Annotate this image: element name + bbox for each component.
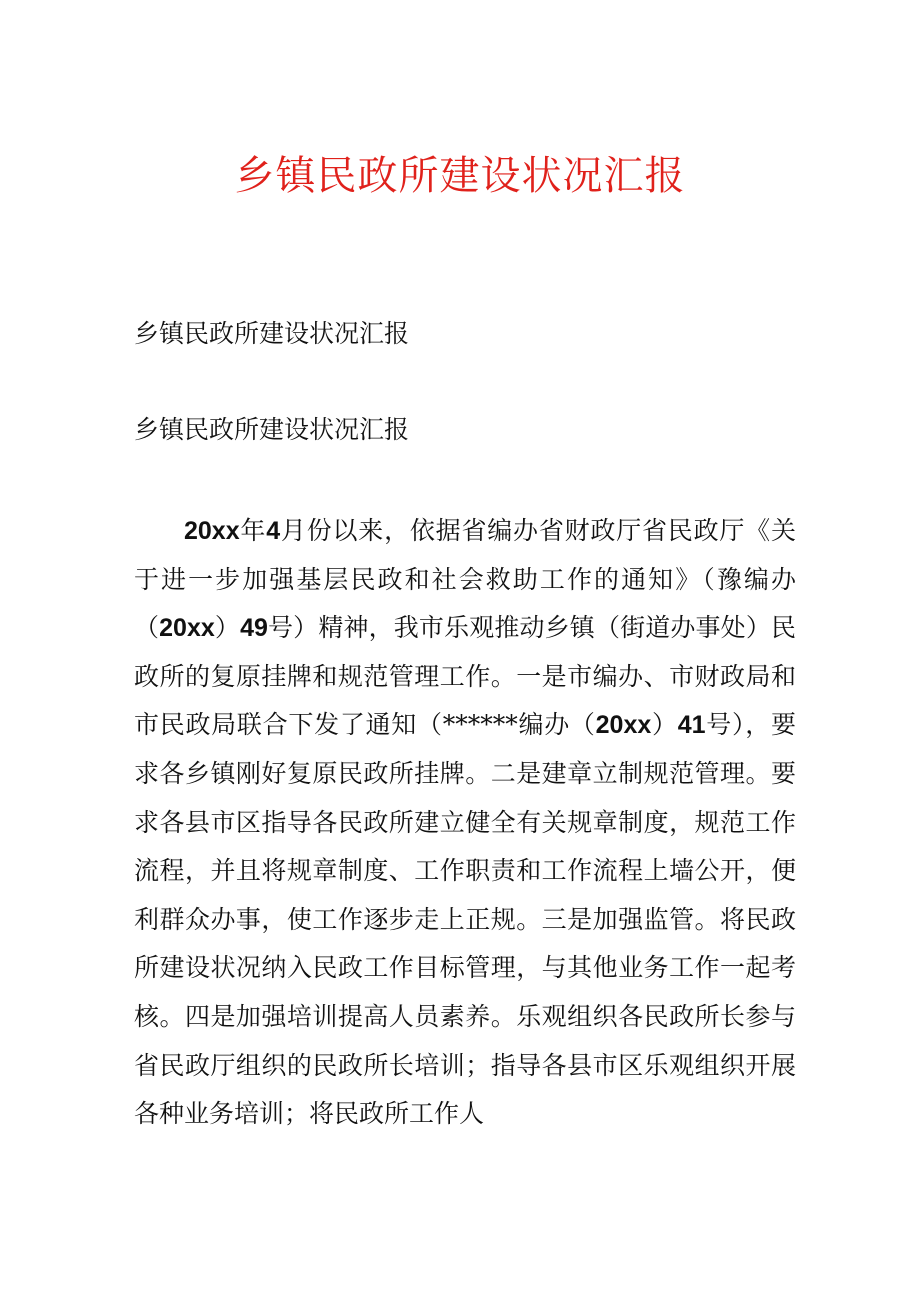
bold-number: 4	[266, 517, 281, 545]
bold-number: 41	[677, 711, 706, 740]
body-paragraph	[134, 507, 796, 1139]
subheading: 乡镇民政所建设状况汇报	[134, 319, 410, 348]
bold-number: 20xx	[595, 711, 652, 740]
subheading: 乡镇民政所建设状况汇报	[134, 415, 410, 444]
body-text-segment: 号），要求各乡镇刚好复原民政所挂牌。二是建章立制规范管理。要求各县市区指导各民政所建立健全有关规章制度，规范工作流程，并且将规章制度、工作职责和工作流程上墙公开，便利群众办事，使工作逐步走上正规。三是加强监管。将民政所建设状况纳入民政工作目标管理，与其他业务工作一起考核。四是加强培训提高人员素养。乐观组织各民政所长参与省民政厅组织的民政所长培训；指导各县市区乐观组织开展各种业务培训；将民政所工作人	[134, 710, 796, 1129]
body-text-segment: ）	[651, 710, 678, 740]
body-text-segment: 号）精神，我市乐观推动乡镇（街道办事处）民政所的复原挂牌和规范管理工作。一是市编办、市财政局和市民政局联合下发了通知（******编办（	[134, 613, 796, 740]
body-text-segment: 月份以来，依据省编办省财政厅省民政厅《关于进一步加强基层民政和社会救助工作的通知》（豫编办（	[134, 516, 796, 643]
bold-number: 20xx	[184, 517, 240, 545]
body-text-segment: ）	[214, 613, 241, 643]
bold-number: 49	[240, 614, 268, 643]
body-text-segment: 年	[239, 516, 267, 545]
document-title: 乡镇民政所建设状况汇报	[234, 153, 686, 199]
bold-number: 20xx	[159, 614, 215, 643]
